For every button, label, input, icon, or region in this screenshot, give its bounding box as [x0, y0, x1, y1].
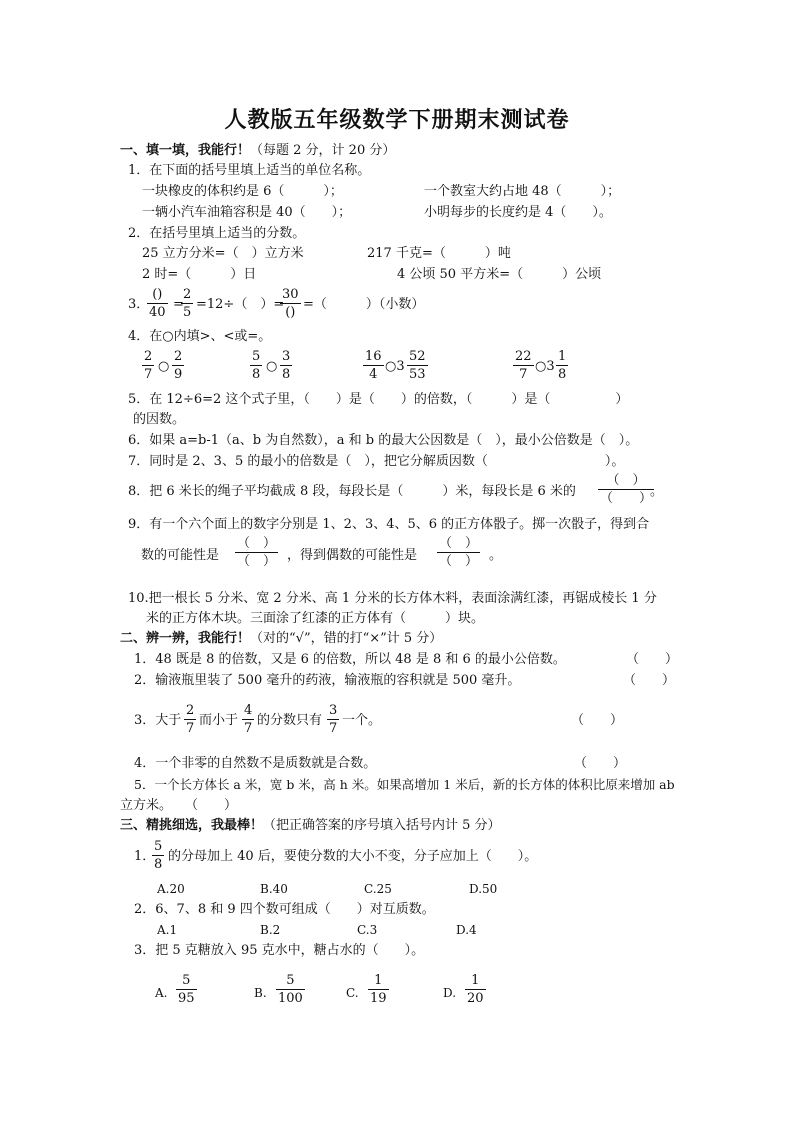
- judge-3-pre: 3．大于: [134, 713, 182, 728]
- choice-1-fraction: 5 8: [154, 839, 163, 872]
- section-3-title: 三、精挑细选，我最棒！: [120, 818, 264, 833]
- choice-3-text: 3．把 5 克糖放入 95 克水中，糖占水的（ ）。: [134, 943, 425, 958]
- q2-b: 217 千克=（ ）吨: [367, 246, 511, 261]
- choice-1-option-a: A.20: [157, 882, 185, 896]
- judge-4-blank: （ ）: [574, 756, 627, 771]
- choice-3-option-b-label: B.: [254, 986, 267, 1000]
- section-1-note: （每题 2 分，计 20 分）: [250, 143, 396, 158]
- choice-2-option-d: D.4: [456, 923, 477, 937]
- q4-p3-right: 52 53: [409, 349, 426, 382]
- q9-fraction-1: （ ） （ ）: [237, 536, 277, 569]
- choice-1-text: 的分母加上 40 后，要使分数的大小不变，分子应加上（ ）。: [168, 849, 538, 864]
- q9-line-2a: 数的可能性是: [141, 548, 220, 563]
- choice-3-option-a-label: A.: [155, 986, 168, 1000]
- judge-3-mid: 而小于: [199, 713, 239, 728]
- choice-1-option-b: B.40: [260, 882, 288, 896]
- choice-3-option-b-fraction: 5 100: [278, 973, 303, 1006]
- judge-5-line-1: 5．一个长方体长 a 米，宽 b 米，高 h 米。如果高增加 1 米后，新的长方体的体积比原来增加 ab: [134, 777, 675, 792]
- q8-end: 。: [650, 484, 664, 499]
- q9-end: 。: [489, 548, 503, 563]
- judge-1-text: 1．48 既是 8 的倍数，又是 6 的倍数，所以 48 是 8 和 6 的最小公倍数。: [134, 652, 566, 667]
- q4-p2-left: 5 8: [252, 349, 261, 382]
- q7: 7．同时是 2、3、5 的最小的倍数是（ ），把它分解质因数（ ）。: [128, 454, 625, 469]
- q4-p2-circle: ○: [266, 359, 278, 374]
- judge-3-fraction-b: 4 7: [244, 703, 253, 736]
- judge-3-fraction-c: 3 7: [329, 703, 338, 736]
- section-3-note: （把正确答案的序号填入括号内计 5 分）: [263, 818, 501, 833]
- q10-line-1: 10.把一根长 5 分米、宽 2 分米、高 1 分米的长方体木料，表面涂满红漆，再锯成棱长 1 分: [128, 591, 657, 606]
- q6: 6．如果 a=b-1（a、b 为自然数），a 和 b 的最大公因数是（ ），最小公倍数是（ ）。: [128, 433, 639, 448]
- q4-p4-circle: ○3: [535, 359, 555, 374]
- q4-p2-right: 3 8: [282, 349, 291, 382]
- judge-3-fraction-a: 2 7: [186, 703, 195, 736]
- q5-line-2: 的因数。: [133, 412, 186, 427]
- section-2-heading: [120, 630, 442, 648]
- choice-3-option-a-fraction: 5 95: [178, 973, 195, 1006]
- choice-2-option-c: C.3: [357, 923, 378, 937]
- choice-3-option-d-fraction: 1 20: [467, 973, 484, 1006]
- section-3-heading: [120, 817, 501, 835]
- q4-p3-left: 16 4: [365, 349, 382, 382]
- q1-stem: 1．在下面的括号里填上适当的单位名称。: [128, 163, 371, 178]
- judge-3-blank: （ ）: [571, 713, 624, 728]
- q3-number: 3．: [128, 297, 150, 312]
- q3-tail: =（ ）（小数）: [303, 297, 425, 312]
- judge-2-text: 2．输液瓶里装了 500 毫升的药液，输液瓶的容积就是 500 毫升。: [134, 673, 521, 688]
- choice-1-option-c: C.25: [364, 882, 392, 896]
- judge-3-end: 一个。: [342, 713, 382, 728]
- choice-2-text: 2．6、7、8 和 9 四个数可组成（ ）对互质数。: [134, 902, 435, 917]
- judge-3-mid2: 的分数只有: [257, 713, 323, 728]
- q9-line-2b: ，得到偶数的可能性是: [287, 548, 418, 563]
- choice-1-pre: 1．: [134, 849, 156, 864]
- q10-line-2: 米的正方体木块。三面涂了红漆的正方体有（ ）块。: [146, 611, 485, 626]
- q4-p4-right: 1 8: [558, 349, 567, 382]
- q2-stem: 2．在括号里填上适当的分数。: [128, 226, 306, 241]
- q2-d: 4 公顷 50 平方米=（ ）公顷: [397, 267, 602, 282]
- page-title: 人教版五年级数学下册期末测试卷: [224, 107, 570, 133]
- choice-3-option-c-label: C.: [346, 986, 359, 1000]
- q4-p4-left: 22 7: [515, 349, 532, 382]
- judge-2-blank: （ ）: [623, 673, 676, 688]
- q4-p1-circle: ○: [158, 359, 170, 374]
- judge-5-line-2: 立方米。 （ ）: [120, 798, 238, 813]
- q1-d: 小明每步的长度约是 4（ ）。: [424, 205, 612, 220]
- q8-fraction: （ ） （ ）: [600, 473, 653, 506]
- choice-1-option-d: D.50: [469, 882, 498, 896]
- section-2-title: 二、辨一辨，我能行！: [120, 631, 251, 646]
- q4-p1-left: 2 7: [144, 349, 153, 382]
- q3-fraction-2: 2 5: [183, 287, 192, 320]
- judge-4-text: 4．一个非零的自然数不是质数就是合数。: [134, 756, 377, 771]
- judge-1-blank: （ ）: [626, 652, 679, 667]
- choice-2-option-b: B.2: [260, 923, 281, 937]
- choice-3-option-d-label: D.: [443, 986, 457, 1000]
- q4-p3-circle: ○3: [385, 359, 405, 374]
- q1-c: 一辆小汽车油箱容积是 40（ ）；: [142, 205, 352, 220]
- q3-fraction-3: 30 (): [282, 287, 299, 320]
- q8-text: 8．把 6 米长的绳子平均截成 8 段，每段长是（ ）米，每段长是 6 米的: [128, 484, 576, 499]
- q5-line-1: 5．在 12÷6=2 这个式子里，（ ）是（ ）的倍数，（ ）是（ ）: [128, 392, 629, 407]
- q9-line-1: 9．有一个六个面上的数字分别是 1、2、3、4、5、6 的正方体骰子。掷一次骰子，得到合: [128, 517, 650, 532]
- section-1-heading: [120, 142, 395, 160]
- q1-b: 一个教室大约占地 48（ ）；: [424, 184, 621, 199]
- section-1-title: 一、填一填，我能行！: [120, 143, 251, 158]
- q3-fraction-1: () 40: [149, 287, 166, 320]
- q2-a: 25 立方分米=（ ）立方米: [142, 246, 304, 261]
- q3-equals: =: [173, 297, 184, 312]
- q4-p1-right: 2 9: [174, 349, 183, 382]
- q2-c: 2 时=（ ）日: [142, 267, 257, 282]
- q4-stem: 4．在○内填>、<或=。: [128, 329, 272, 344]
- section-2-note: （对的“√”，错的打“×”计 5 分）: [250, 631, 443, 646]
- choice-2-option-a: A.1: [157, 923, 178, 937]
- q9-fraction-2: （ ） （ ）: [439, 536, 479, 569]
- q3-middle: =12÷（ ）=: [196, 297, 285, 312]
- q1-a: 一块橡皮的体积约是 6（ ）；: [142, 184, 343, 199]
- choice-3-option-c-fraction: 1 19: [370, 973, 387, 1006]
